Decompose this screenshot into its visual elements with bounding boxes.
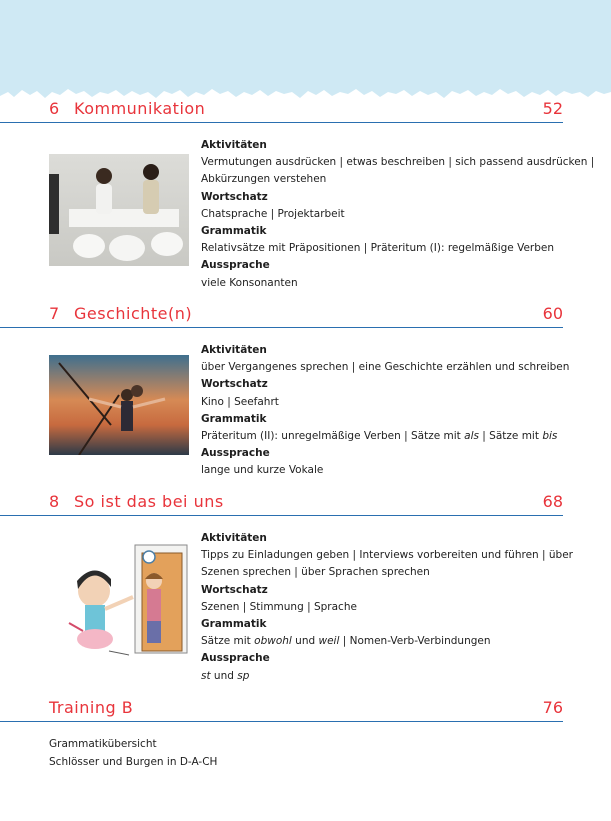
chapter-number: 8 — [49, 492, 60, 511]
section-grammatik — [201, 223, 561, 257]
chapter-content — [201, 530, 573, 685]
section-grammatik — [201, 411, 561, 445]
section-heading: Aktivitäten — [201, 532, 267, 544]
section-heading: Grammatik — [201, 225, 267, 238]
line-text: | Sätze mit — [478, 430, 543, 443]
line-text: und — [291, 635, 319, 648]
header-band — [0, 0, 611, 98]
section-aussprache — [201, 257, 561, 291]
chapter-number: 6 — [49, 99, 60, 118]
section-aussprache — [201, 650, 561, 684]
section-line: Kino | Seefahrt — [201, 395, 279, 408]
section-line: Relativsätze mit Präpositionen | Präteritum (I): regelmäßige Verben — [201, 242, 555, 255]
line-text-italic: bis — [542, 430, 558, 443]
section-heading: Grammatik — [201, 618, 267, 631]
section-wortschatz — [201, 376, 561, 410]
section-line: viele Konsonanten — [201, 276, 298, 289]
section-heading: Aussprache — [201, 259, 270, 272]
section-line: Vermutungen ausdrücken | etwas beschreiben | sich passend ausdrücken | — [201, 156, 595, 169]
line-text: Sätze mit — [201, 635, 255, 648]
training-title[interactable]: Training B — [49, 698, 134, 717]
section-heading: Aktivitäten — [201, 344, 267, 356]
section-line — [201, 633, 561, 650]
line-text-italic: weil — [318, 635, 340, 648]
section-line: Szenen sprechen | über Sprachen sprechen — [201, 566, 430, 579]
section-aktivitaeten — [201, 530, 573, 582]
section-line: Szenen | Stimmung | Sprache — [201, 600, 357, 613]
appendix-list — [49, 735, 217, 771]
section-heading: Aussprache — [201, 447, 270, 460]
section-heading: Aktivitäten — [201, 139, 267, 151]
training-page-number[interactable]: 76 — [542, 698, 563, 717]
chapter-content — [201, 342, 570, 480]
section-line: über Vergangenes sprechen | eine Geschichte erzählen und schreiben — [201, 361, 570, 374]
section-line: Tipps zu Einladungen geben | Interviews vorbereiten und führen | über — [201, 549, 573, 562]
appendix-item[interactable]: Schlösser und Burgen in D-A-CH — [49, 756, 218, 768]
chapter-photo-kommunikation — [49, 154, 189, 266]
section-line: lange und kurze Vokale — [201, 464, 324, 477]
line-text: | Nomen-Verb-Verbindungen — [339, 635, 491, 648]
chapter-title[interactable]: Kommunikation — [74, 99, 206, 118]
section-line — [201, 428, 561, 445]
chapter-page-number[interactable]: 60 — [542, 304, 563, 323]
section-heading: Wortschatz — [201, 583, 268, 596]
line-text: und — [210, 669, 238, 682]
chapter-title[interactable]: So ist das bei uns — [74, 492, 224, 511]
appendix-item[interactable]: Grammatikübersicht — [49, 738, 157, 750]
section-grammatik — [201, 616, 561, 650]
line-text: Präteritum (II): unregelmäßige Verben | Sätze mit — [201, 430, 465, 443]
chapter-content — [201, 137, 595, 292]
training-header — [0, 697, 563, 722]
section-line: Abkürzungen verstehen — [201, 173, 327, 186]
section-aktivitaeten — [201, 137, 595, 189]
chapter-title[interactable]: Geschichte(n) — [74, 304, 193, 323]
section-heading: Aussprache — [201, 652, 270, 665]
section-heading: Grammatik — [201, 412, 267, 425]
section-heading: Wortschatz — [201, 190, 268, 203]
chapter-illustration-so-ist-das-bei-uns — [49, 543, 189, 658]
chapter-page-number[interactable]: 68 — [542, 492, 563, 511]
section-wortschatz — [201, 582, 561, 616]
chapter-header — [0, 98, 563, 123]
chapter-photo-geschichten — [49, 355, 189, 467]
section-aussprache — [201, 445, 561, 479]
section-line — [201, 668, 561, 685]
section-aktivitaeten — [201, 342, 570, 376]
line-text-italic: als — [464, 430, 479, 443]
chapter-number: 7 — [49, 304, 60, 323]
section-wortschatz — [201, 189, 561, 223]
line-text-italic: st — [201, 669, 211, 682]
line-text-italic: obwohl — [254, 635, 292, 648]
chapter-header — [0, 491, 563, 516]
section-line: Chatsprache | Projektarbeit — [201, 207, 345, 220]
chapter-header — [0, 303, 563, 328]
section-heading: Wortschatz — [201, 378, 268, 391]
chapter-page-number[interactable]: 52 — [542, 99, 563, 118]
line-text-italic: sp — [237, 669, 250, 682]
